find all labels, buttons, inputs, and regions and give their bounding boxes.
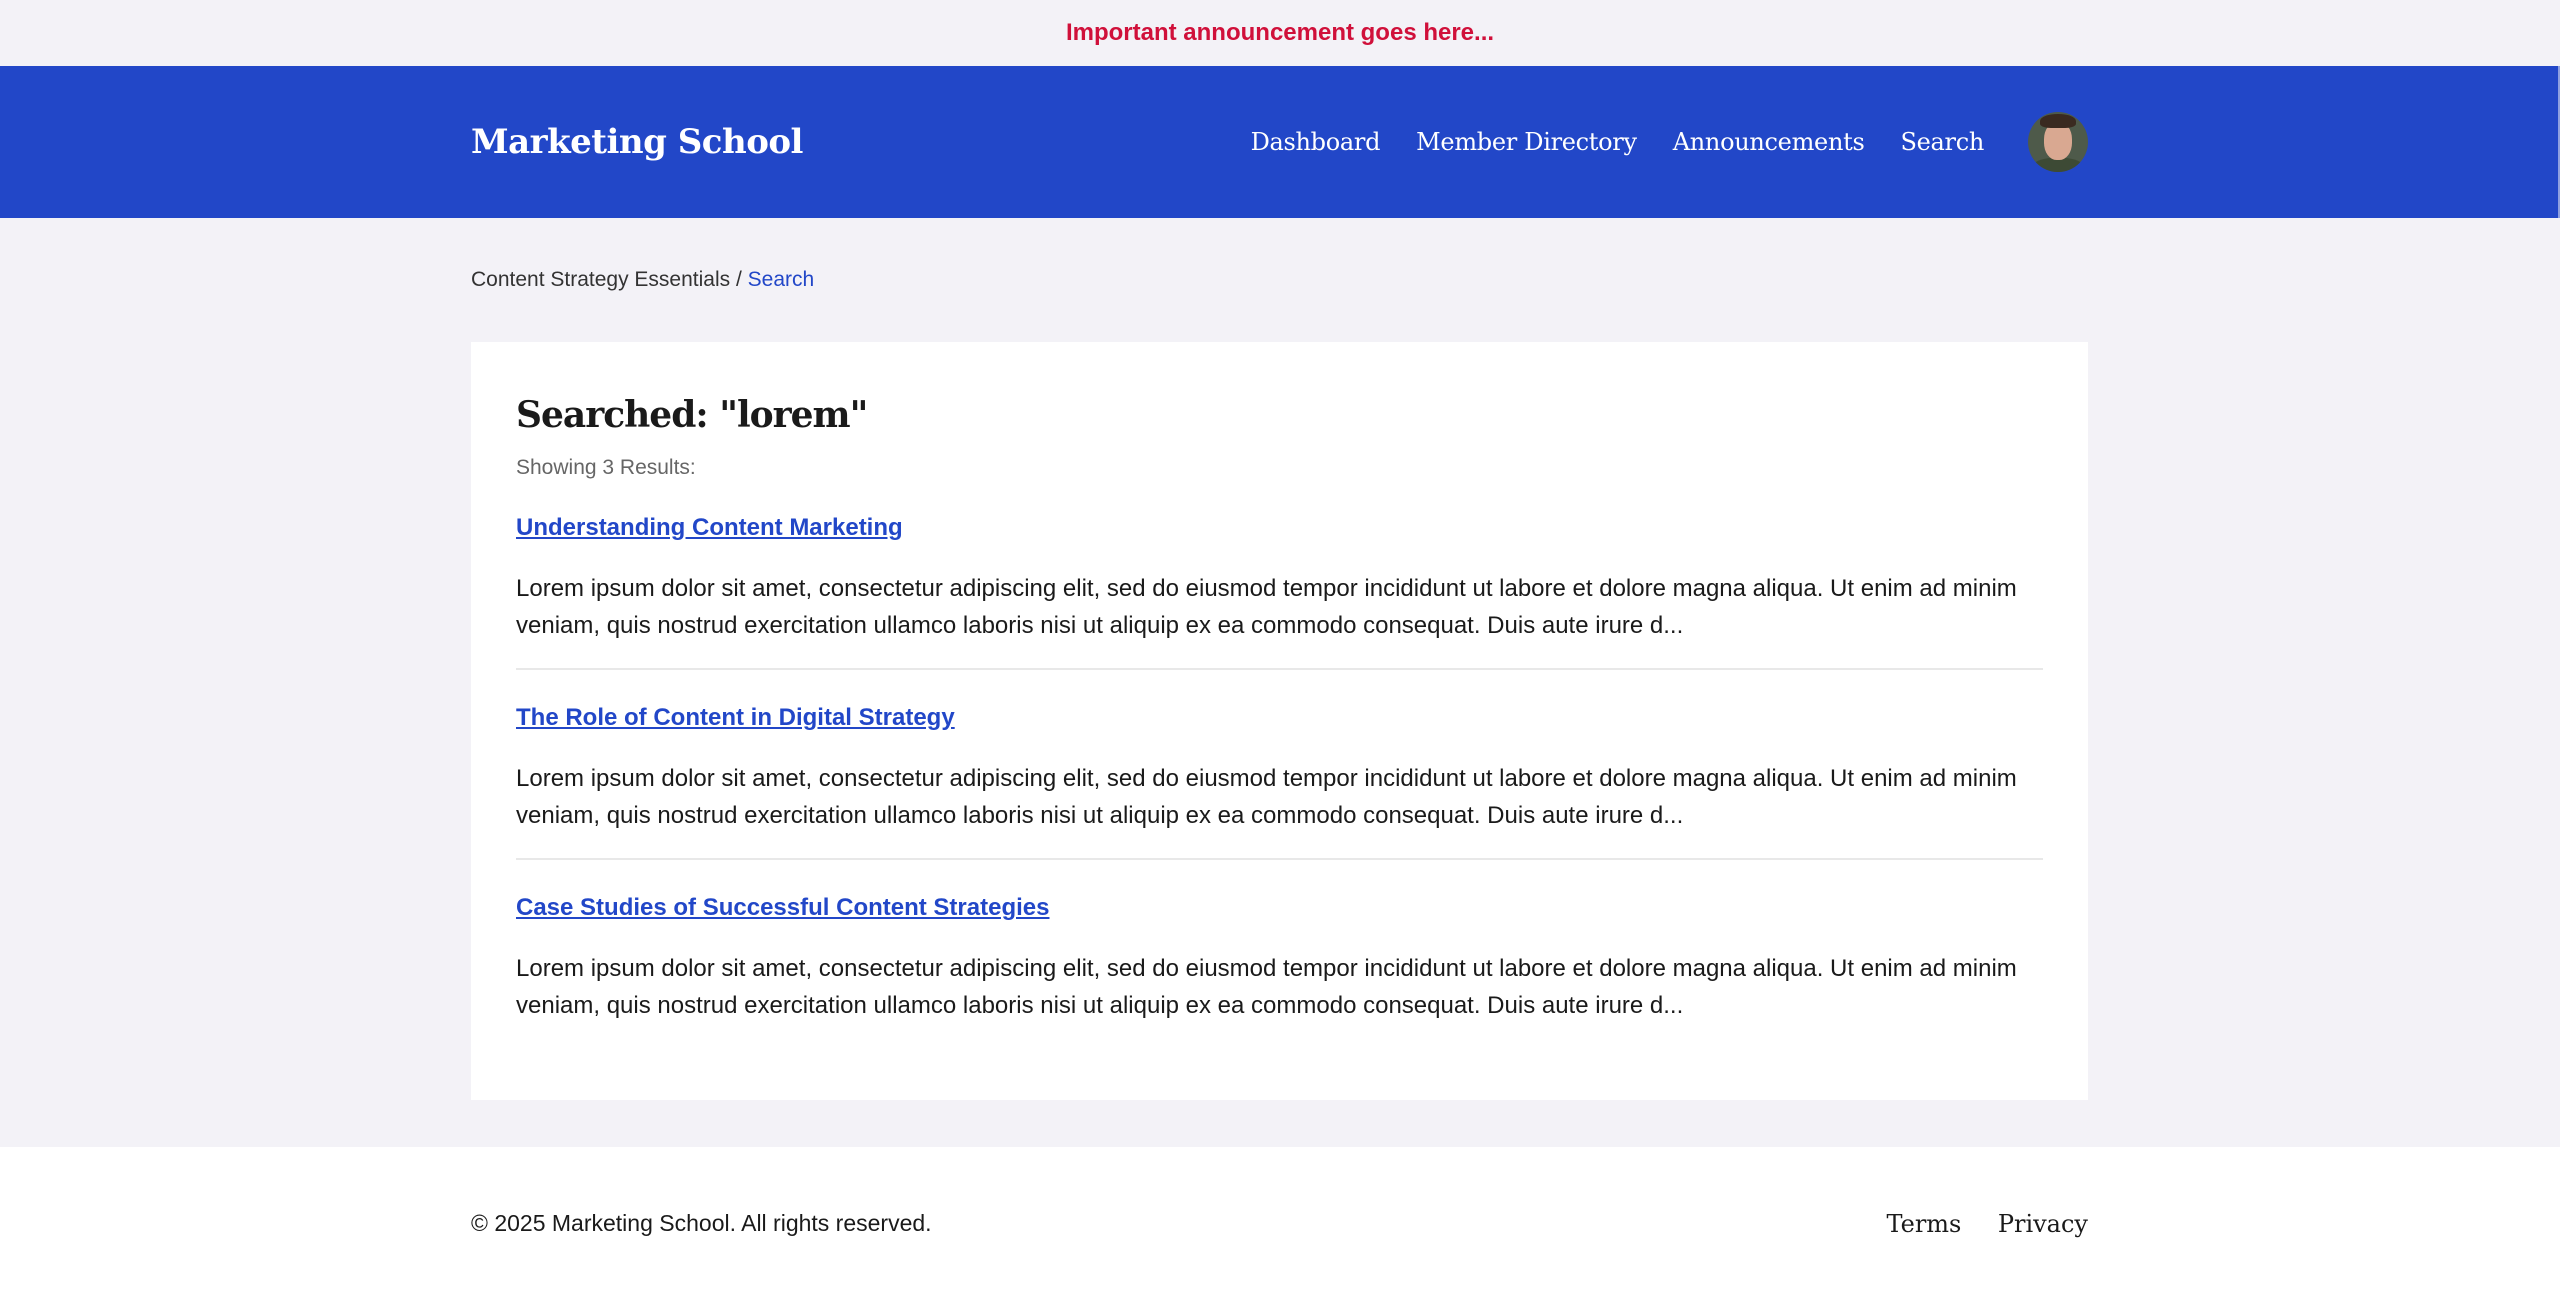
search-results-card <box>471 342 2088 1100</box>
result-item <box>516 670 2043 860</box>
brand-logo-link[interactable]: Marketing School <box>471 122 803 162</box>
nav-dashboard[interactable]: Dashboard <box>1250 128 1381 156</box>
result-title-link[interactable]: The Role of Content in Digital Strategy <box>516 704 955 731</box>
breadcrumb <box>471 218 2088 342</box>
result-item <box>516 480 2043 670</box>
user-avatar[interactable] <box>2028 112 2088 172</box>
breadcrumb-parent: Content Strategy Essentials <box>471 268 731 291</box>
results-count: Showing 3 Results: <box>516 456 696 479</box>
result-title-link[interactable]: Understanding Content Marketing <box>516 514 903 541</box>
avatar-hair <box>2040 114 2076 128</box>
site-footer <box>0 1147 2560 1306</box>
avatar-body <box>2032 158 2084 172</box>
breadcrumb-current[interactable]: Search <box>747 268 815 291</box>
result-title-link[interactable]: Case Studies of Successful Content Strategies <box>516 894 1050 921</box>
nav-announcements[interactable]: Announcements <box>1672 128 1865 156</box>
nav-search[interactable]: Search <box>1900 128 1984 156</box>
result-excerpt: Lorem ipsum dolor sit amet, consectetur adipiscing elit, sed do eiusmod tempor incididunt ut labore et dolore magna aliqua. Ut enim ad minim veniam, quis nostrud exercitation ullamco laboris nisi ut aliquip ex ea commodo consequat. Duis aute irure d... <box>516 955 2017 1019</box>
main-nav <box>1215 112 2088 172</box>
footer-links <box>1854 1210 2088 1238</box>
announcement-text: Important announcement goes here... <box>1065 19 1495 46</box>
nav-member-directory[interactable]: Member Directory <box>1416 128 1637 156</box>
footer-terms-link[interactable]: Terms <box>1886 1209 1962 1238</box>
result-excerpt: Lorem ipsum dolor sit amet, consectetur adipiscing elit, sed do eiusmod tempor incididunt ut labore et dolore magna aliqua. Ut enim ad minim veniam, quis nostrud exercitation ullamco laboris nisi ut aliquip ex ea commodo consequat. Duis aute irure d... <box>516 765 2017 829</box>
announcement-bar <box>0 0 2560 66</box>
breadcrumb-separator: / <box>730 268 748 291</box>
result-item <box>516 860 2043 1048</box>
page-title: Searched: "lorem" <box>516 394 868 436</box>
footer-privacy-link[interactable]: Privacy <box>1997 1209 2088 1238</box>
site-header <box>0 66 2560 218</box>
result-excerpt: Lorem ipsum dolor sit amet, consectetur adipiscing elit, sed do eiusmod tempor incididunt ut labore et dolore magna aliqua. Ut enim ad minim veniam, quis nostrud exercitation ullamco laboris nisi ut aliquip ex ea commodo consequat. Duis aute irure d... <box>516 575 2017 639</box>
copyright: © 2025 Marketing School. All rights reserved. <box>471 1210 932 1236</box>
